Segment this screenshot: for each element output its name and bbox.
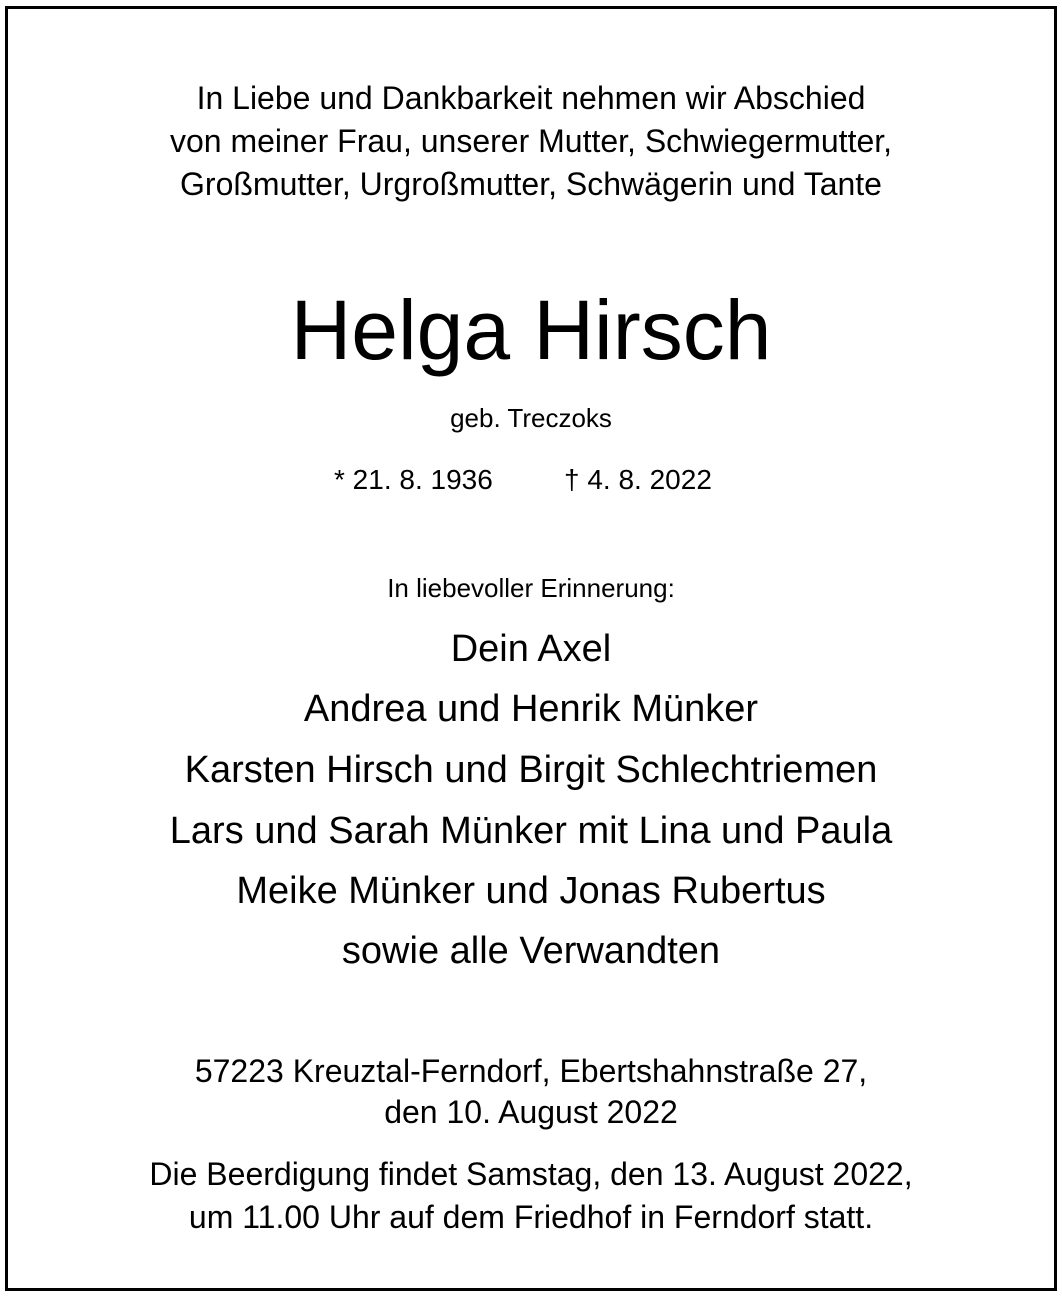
mourner-line: sowie alle Verwandten [341,930,721,972]
memory-label: In liebevoller Erinnerung: [387,573,675,603]
birth-date: * 21. 8. 1936 [334,464,493,495]
funeral-line-1: Die Beerdigung findet Samstag, den 13. August 2022, [149,1156,913,1192]
mourner-line: Andrea und Henrik Münker [303,688,759,730]
birth-name: geb. Treczoks [450,403,612,433]
death-date: † 4. 8. 2022 [564,464,712,495]
mourner-line: Karsten Hirsch und Birgit Schlechtriemen [184,749,878,791]
mourner-line: Lars und Sarah Münker mit Lina und Paula [169,810,893,852]
mourner-line: Dein Axel [450,628,612,670]
address-line-2: den 10. August 2022 [384,1094,678,1130]
intro-line-1: In Liebe und Dankbarkeit nehmen wir Abschied [196,80,866,116]
intro-line-3: Großmutter, Urgroßmutter, Schwägerin und Tante [180,166,882,202]
mourner-line: Meike Münker und Jonas Rubertus [236,870,826,912]
address-line-1: 57223 Kreuztal-Ferndorf, Ebertshahnstraße 27, [194,1053,868,1089]
funeral-line-2: um 11.00 Uhr auf dem Friedhof in Ferndorf statt. [188,1199,874,1235]
intro-line-2: von meiner Frau, unserer Mutter, Schwiegermutter, [169,123,893,159]
deceased-name: Helga Hirsch [290,283,772,377]
